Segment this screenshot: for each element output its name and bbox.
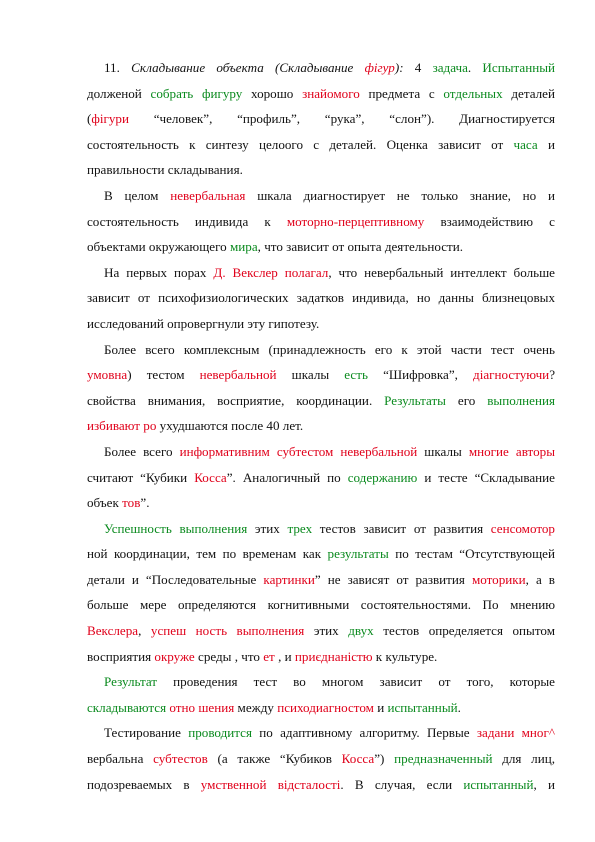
highlighted-word: есть <box>344 367 368 383</box>
text-segment: 11. <box>104 60 132 75</box>
text-segment: для лиц, <box>492 751 556 767</box>
highlighted-word: умственной відсталості <box>200 776 341 792</box>
highlighted-word: сенсомотор <box>490 520 555 536</box>
text-segment: 4 <box>414 60 433 75</box>
text-segment: На первых порах <box>104 264 214 280</box>
paragraph <box>87 669 555 720</box>
text-segment: свойства внимания, восприятие, координации. <box>87 392 385 408</box>
highlighted-word: субтестов <box>153 751 208 767</box>
text-segment: взаимодействию с <box>424 213 555 229</box>
text-line <box>87 695 555 721</box>
text-segment: детали и “Последовательные <box>87 571 264 587</box>
highlighted-word: выполнения <box>487 392 555 408</box>
text-segment: тестов определяется опытом <box>373 623 555 639</box>
highlighted-word: часа <box>513 136 538 152</box>
highlighted-word: мног^ <box>521 725 555 741</box>
text-segment: шкалы <box>276 367 345 383</box>
text-segment: , а в <box>525 571 555 587</box>
text-segment: хорошо <box>242 85 303 101</box>
highlighted-word: картинки <box>263 571 315 587</box>
text-segment: и <box>537 136 555 152</box>
highlighted-word: Результат <box>104 674 158 690</box>
highlighted-word: знайомого <box>302 85 360 101</box>
text-line <box>87 567 555 593</box>
highlighted-word: складываются <box>87 699 167 715</box>
text-segment: ”. Аналогичный по <box>226 469 348 485</box>
highlighted-word: испытанный <box>463 776 534 792</box>
paragraph <box>87 516 555 670</box>
text-line <box>87 106 555 132</box>
text-segment: зависит от психофизиологических задатков индивида, но данны близнецовых <box>87 290 555 306</box>
text-line <box>87 541 555 567</box>
text-segment: . <box>467 60 483 75</box>
highlighted-word: собрать фигуру <box>150 85 243 101</box>
text-segment <box>514 725 521 740</box>
text-segment: , что зависит от опыта деятельности. <box>257 239 464 255</box>
text-line <box>87 746 555 772</box>
text-segment: состоятельность к синтезу целоого с деталей. Оценка зависит от <box>87 136 514 152</box>
highlighted-word: ет <box>263 648 275 664</box>
highlighted-word: избивают ро <box>87 418 157 434</box>
text-segment: “Шифровка”, <box>367 367 474 383</box>
text-line <box>87 285 555 311</box>
highlighted-word: Косса <box>194 469 227 485</box>
text-line <box>87 413 555 439</box>
text-line <box>87 81 555 107</box>
highlighted-word: невербальная <box>170 187 246 203</box>
text-segment: объектами окружающего <box>87 239 230 255</box>
highlighted-word: предназначенный <box>394 751 493 767</box>
text-segment: и <box>373 699 388 715</box>
text-segment: этих <box>304 623 349 639</box>
highlighted-word: психодиагностом <box>277 699 374 715</box>
text-segment: ) тестом <box>127 367 200 383</box>
highlighted-word: Успешность выполнения <box>104 520 248 536</box>
text-segment: объек <box>87 495 123 511</box>
highlighted-word: Векслера <box>87 623 139 639</box>
text-segment: восприятия <box>87 648 155 664</box>
text-segment: , что невербальный интеллект больше <box>328 264 555 280</box>
text-line <box>87 669 555 695</box>
text-line <box>87 465 555 491</box>
text-segment: среды , что <box>194 648 264 664</box>
text-segment: ”. <box>140 495 150 511</box>
highlighted-word: успеш ность выполнения <box>150 623 305 639</box>
highlighted-word: отдельных <box>443 85 503 101</box>
text-segment: по адаптивному алгоритму. Первые <box>251 725 477 741</box>
text-segment: Более всего комплексным (принадлежность его к этой части тест очень <box>104 341 555 357</box>
text-segment: ухудшаются после 40 лет. <box>156 418 304 434</box>
text-segment: “человек”, “профиль”, “рука”, “слон”). Диагностируется <box>128 111 555 127</box>
text-line <box>87 516 555 542</box>
highlighted-word: двух <box>348 623 374 639</box>
highlighted-word: содержанию <box>347 469 418 485</box>
text-segment: Тестирование <box>104 725 189 741</box>
text-line <box>87 337 555 363</box>
text-line <box>87 183 555 209</box>
highlighted-word: информативним субтестом невербальной <box>179 443 418 459</box>
text-segment: , <box>138 623 151 639</box>
text-line <box>87 490 555 516</box>
highlighted-word: трех <box>287 520 313 536</box>
highlighted-word: діагностуючи <box>473 367 550 383</box>
text-segment: исследований опровергнули эту гипотезу. <box>87 315 320 331</box>
text-line <box>87 157 555 183</box>
highlighted-word: невербальной <box>199 367 277 383</box>
paragraph <box>87 337 555 439</box>
text-line <box>87 618 555 644</box>
highlighted-word: многие авторы <box>468 443 555 459</box>
text-segment: ной координации, тем по временам как <box>87 546 328 562</box>
text-segment: Складывание объекта (Складывание <box>131 60 365 75</box>
paragraph <box>87 183 555 260</box>
highlighted-word: моторики <box>471 571 526 587</box>
text-segment: (а также “Кубиков <box>207 751 342 767</box>
text-segment: к культуре. <box>372 648 438 664</box>
text-segment: ? <box>549 367 555 383</box>
highlighted-word: моторно-перцептивному <box>286 213 425 229</box>
text-segment: долженой <box>87 85 151 101</box>
highlighted-word: фігури <box>91 111 129 127</box>
text-line <box>87 720 555 746</box>
text-segment: его <box>445 392 488 408</box>
highlighted-word: мира <box>229 239 258 255</box>
text-segment: правильности складывания. <box>87 162 243 178</box>
text-line <box>87 234 555 260</box>
highlighted-word: результаты <box>327 546 389 562</box>
text-line <box>87 644 555 670</box>
text-line <box>87 209 555 235</box>
text-segment: . В случая, если <box>340 776 464 792</box>
text-segment: и тесте “Складывание <box>417 469 555 485</box>
text-line <box>87 592 555 618</box>
document-body <box>87 55 555 797</box>
text-segment: Более всего <box>104 443 180 459</box>
text-segment: ( <box>87 111 92 127</box>
text-line <box>87 362 555 388</box>
text-line <box>87 132 555 158</box>
highlighted-word: задача <box>432 60 468 75</box>
text-line <box>87 439 555 465</box>
paragraph <box>87 720 555 797</box>
text-segment: больше мере определяются когнитивными состоятельностями. По мнению <box>87 597 555 613</box>
text-segment: предмета с <box>359 85 444 101</box>
text-segment: этих <box>247 520 288 536</box>
text-segment: по тестам “Отсутствующей <box>388 546 555 562</box>
text-segment: между <box>234 699 278 715</box>
text-segment: ): <box>394 60 415 75</box>
highlighted-word: Результаты <box>384 392 446 408</box>
text-segment: . <box>457 699 461 715</box>
text-segment: состоятельность индивида к <box>87 213 287 229</box>
highlighted-word: Д. Векслер полагал <box>213 264 329 280</box>
highlighted-word: проводится <box>188 725 252 741</box>
text-segment: ” не зависят от развития <box>314 571 472 587</box>
highlighted-word: испытанный <box>387 699 458 715</box>
highlighted-word: отно шения <box>169 699 235 715</box>
paragraph <box>87 260 555 337</box>
highlighted-word: окруже <box>154 648 195 664</box>
text-segment: тестов зависит от развития <box>312 520 491 536</box>
text-line <box>87 260 555 286</box>
text-line <box>87 311 555 337</box>
highlighted-word: приєднаністю <box>294 648 373 664</box>
text-segment: считают “Кубики <box>87 469 195 485</box>
text-line <box>87 388 555 414</box>
text-segment: шкала диагностирует не только знание, но и <box>245 187 555 203</box>
text-segment: подозреваемых в <box>87 776 201 792</box>
paragraph <box>87 55 555 183</box>
text-segment: деталей <box>502 85 556 101</box>
highlighted-word: Косса <box>341 751 375 767</box>
text-segment: , и <box>533 776 555 792</box>
highlighted-word: умовна <box>87 367 128 383</box>
highlighted-word: фігур <box>364 60 395 75</box>
paragraph <box>87 439 555 516</box>
text-segment: , и <box>274 648 295 664</box>
text-line <box>87 772 555 798</box>
text-line <box>87 55 555 81</box>
highlighted-word: тов <box>122 495 141 511</box>
text-segment: шкалы <box>417 443 469 459</box>
text-segment: ”) <box>374 751 395 767</box>
highlighted-word: Испытанный <box>482 60 556 75</box>
text-segment: В целом <box>104 187 171 203</box>
text-segment: проведения тест во многом зависит от того, которые <box>157 674 555 690</box>
highlighted-word: задани <box>476 725 515 741</box>
text-segment: вербальна <box>87 751 154 767</box>
